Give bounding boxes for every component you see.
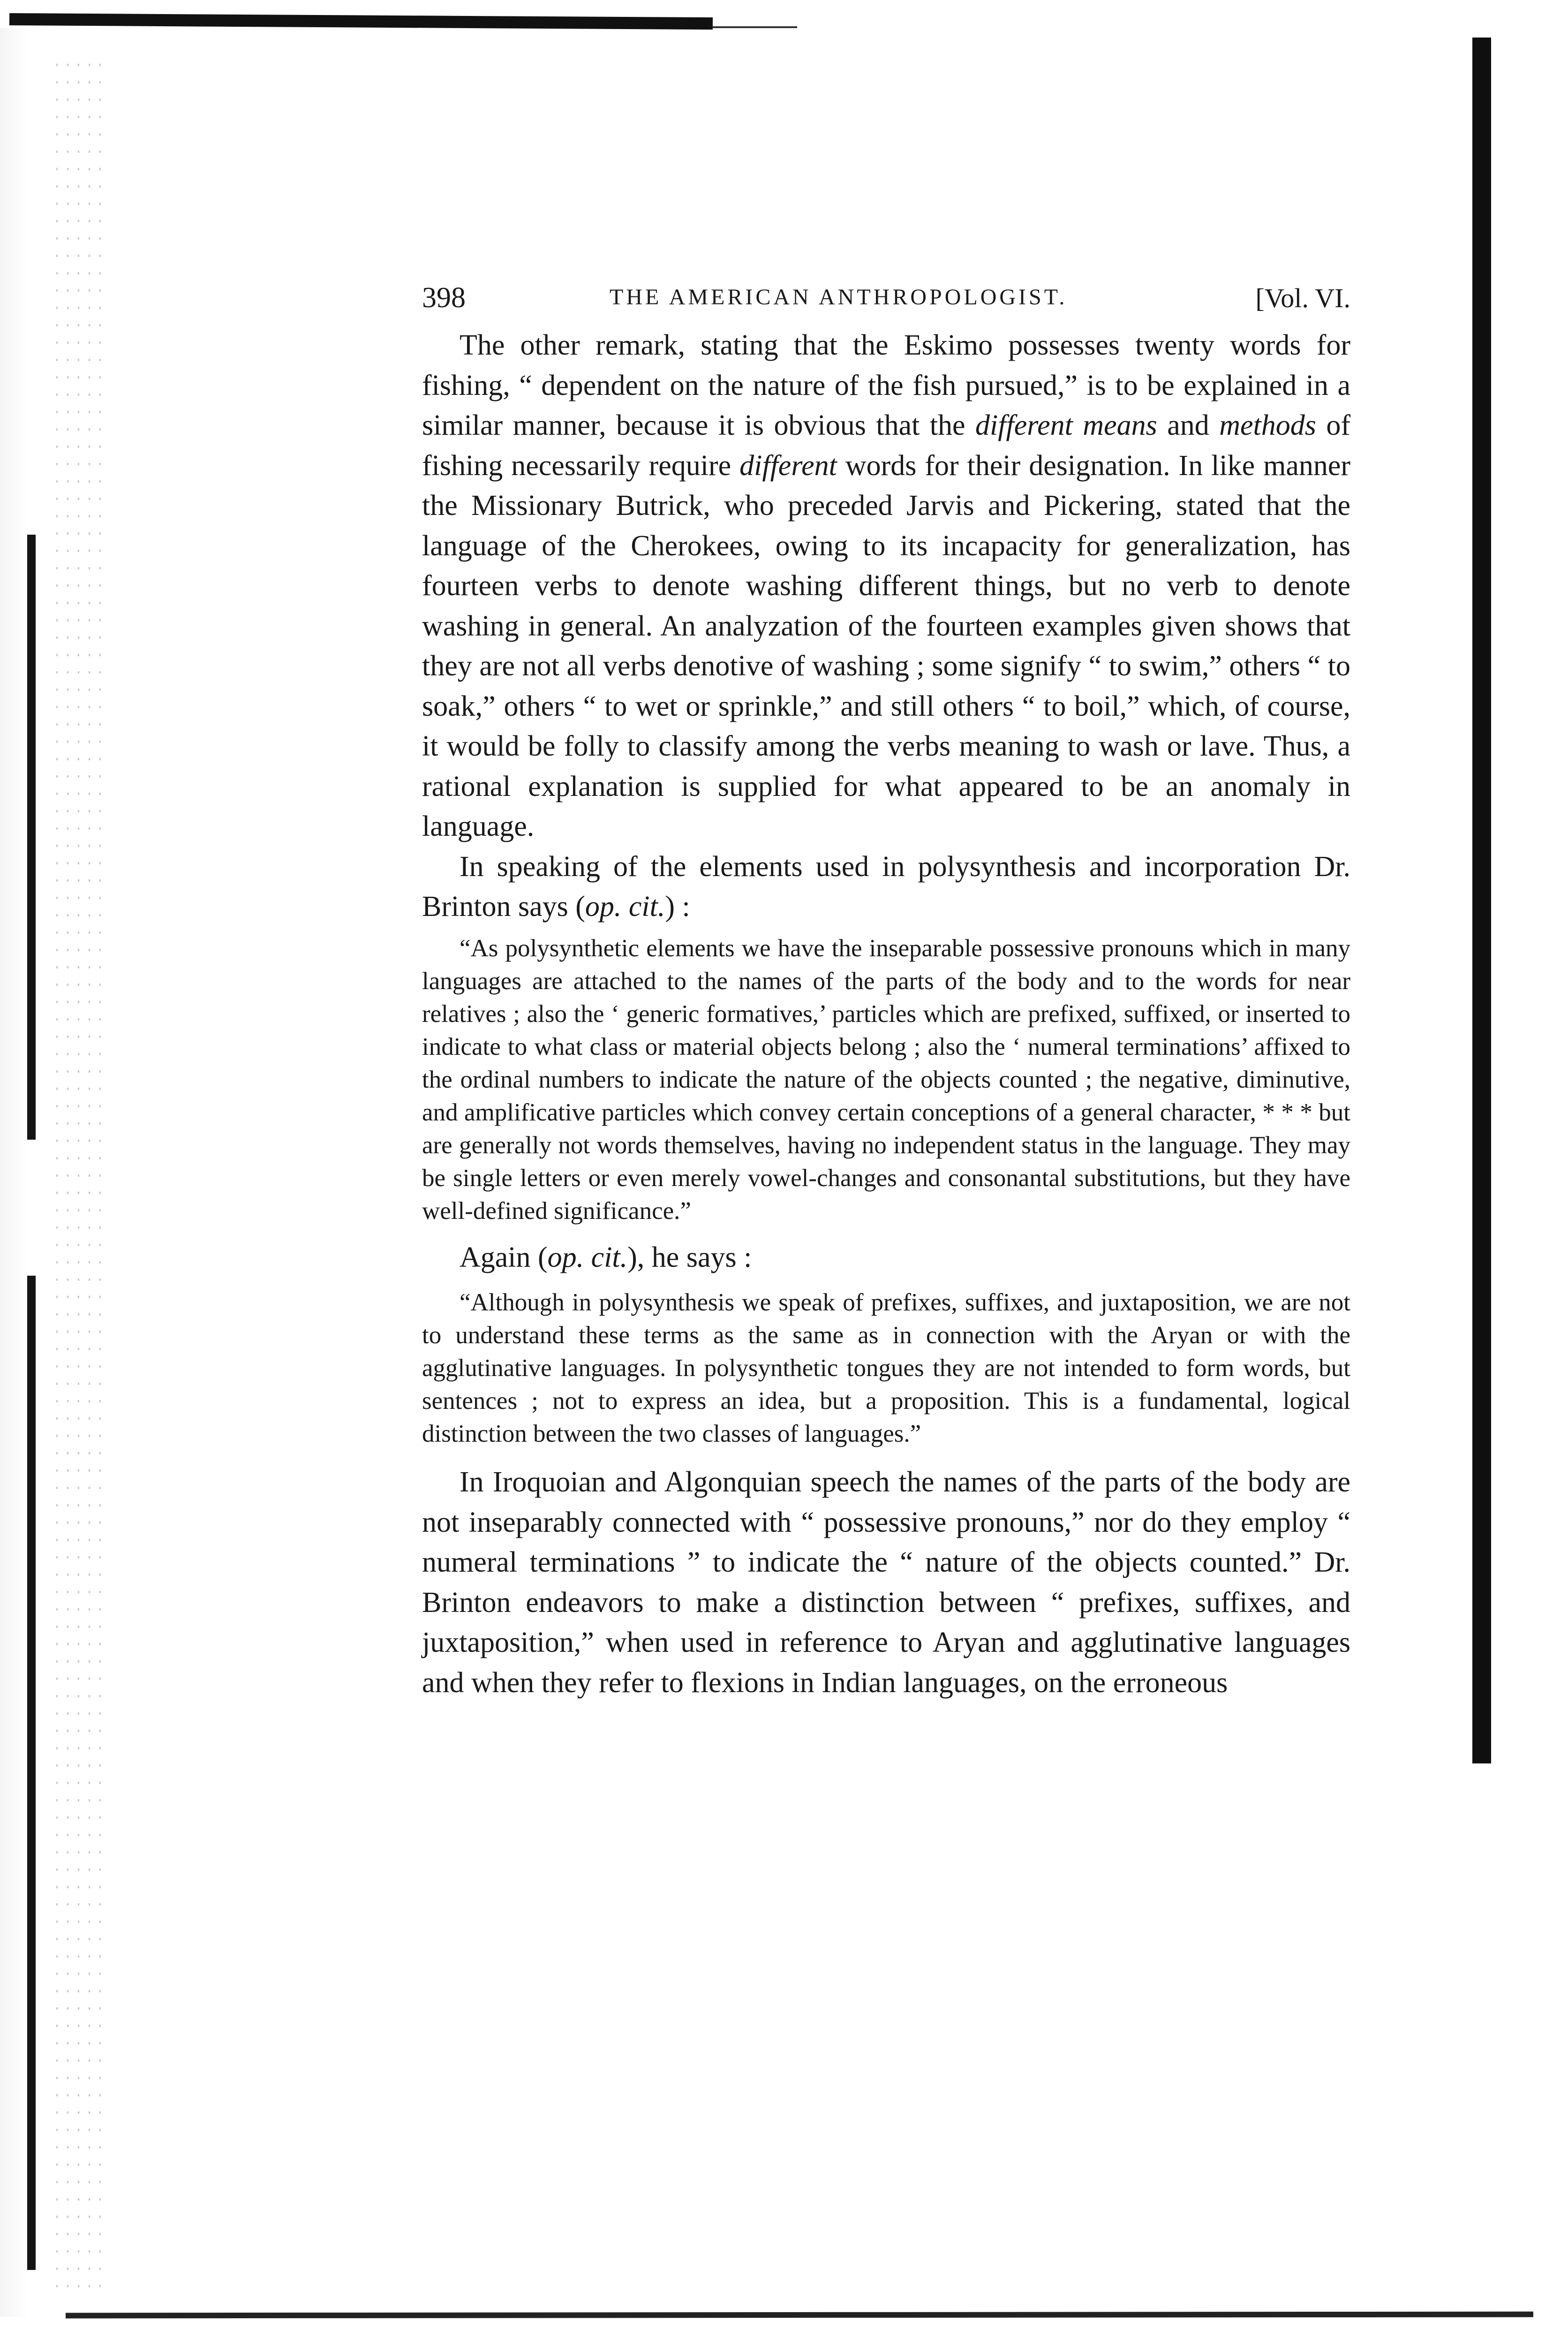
paragraph-text: ), he says : — [627, 1241, 752, 1273]
bottom-edge-rule — [66, 2312, 1533, 2319]
body-paragraph: In Iroquoian and Algonquian speech the names of the parts of the body are not inseparably connected with “ possessive pronouns,” nor do they employ “ numeral terminations ” to indicate the “ nature of the objects counted.” Dr. Brinton endeavors to make a distinction between “ prefixes, suffixes, and juxtaposition,” when used in reference to Aryan and agglutinative languages and when they refer to flexions in Indian languages, on the erroneous — [422, 1466, 1350, 1699]
paragraph-text: of fishing necessarily require — [422, 409, 1350, 482]
paragraph-text: and — [1157, 409, 1220, 441]
journal-title: THE AMERICAN ANTHROPOLOGIST. — [610, 285, 1068, 310]
italic-text: op. cit. — [585, 891, 665, 923]
italic-text: op. cit. — [547, 1241, 628, 1273]
running-head — [422, 281, 1350, 328]
paragraph-text: In speaking of the elements used in polysynthesis and incorporation Dr. Brinton says ( — [422, 850, 1350, 923]
page-binding-shadow — [0, 28, 28, 2317]
top-edge-thin-rule — [713, 26, 797, 28]
binding-dark-bar — [27, 1276, 36, 2270]
paragraph-text: Again ( — [460, 1241, 548, 1273]
italic-text: different means — [975, 409, 1157, 441]
book-page — [422, 281, 1350, 1703]
italic-text: different — [739, 449, 837, 482]
volume-label: [Vol. VI. — [1255, 283, 1350, 313]
page-number: 398 — [422, 282, 466, 314]
block-quote: “Although in polysynthesis we speak of prefixes, suffixes, and juxtaposition, we are not to understand these terms as the same as in connection with the Aryan or with the agglutinative languages. In polysynthetic tongues they are not intended to form words, but sentences ; not to express an idea, but a proposition. This is a fundamental, logical distinction between the two classes of languages.” — [422, 1289, 1350, 1447]
block-quote: “As polysynthetic elements we have the inseparable possessive pronouns which in many languages are attached to the names of the parts of the body and to the words for near relatives ; also the ‘ generic formatives,’ particles which are prefixed, suffixed, or inserted to indicate to what class or material objects belong ; also the ‘ numeral terminations’ affixed to the ordinal numbers to indicate the nature of the objects counted ; the negative, diminutive, and amplificative particles which convey certain conceptions of a general character, * * * but are generally not words themselves, having no independent status in the language. They may be single letters or even merely vowel-changes and consonantal substitutions, but they have well-defined significance.” — [422, 934, 1350, 1225]
binding-speckle-texture — [52, 56, 108, 2298]
paragraph-text: ) : — [665, 891, 690, 923]
binding-dark-bar — [27, 535, 36, 1140]
body-paragraph — [422, 847, 1350, 927]
body-paragraph — [422, 1238, 1350, 1278]
top-edge-rule — [9, 13, 713, 30]
paragraph-text: The other remark, stating that the Eskimo possesses twenty words for fishing, “ dependent on the nature of the fish pursued,” is to be explained in a similar manner, because it is obvious that the — [422, 329, 1350, 441]
body-paragraph — [422, 325, 1350, 847]
right-edge-dark-bar — [1472, 38, 1491, 1763]
paragraph-text: words for their designation. In like manner the Missionary Butrick, who preceded Jarvis and Pickering, stated that the language of the Cherokees, owing to its incapacity for generalization, has fourteen verbs to denote washing different things, but no verb to denote washing in general. An analyzation of the fourteen examples given shows that they are not all verbs denotive of washing ; some signify “ to swim,” others “ to soak,” others “ to wet or sprinkle,” and still others “ to boil,” which, of course, it would be folly to classify among the verbs meaning to wash or lave. Thus, a rational explanation is supplied for what appeared to be an anomaly in language. — [422, 449, 1351, 842]
italic-text: methods — [1219, 409, 1316, 441]
